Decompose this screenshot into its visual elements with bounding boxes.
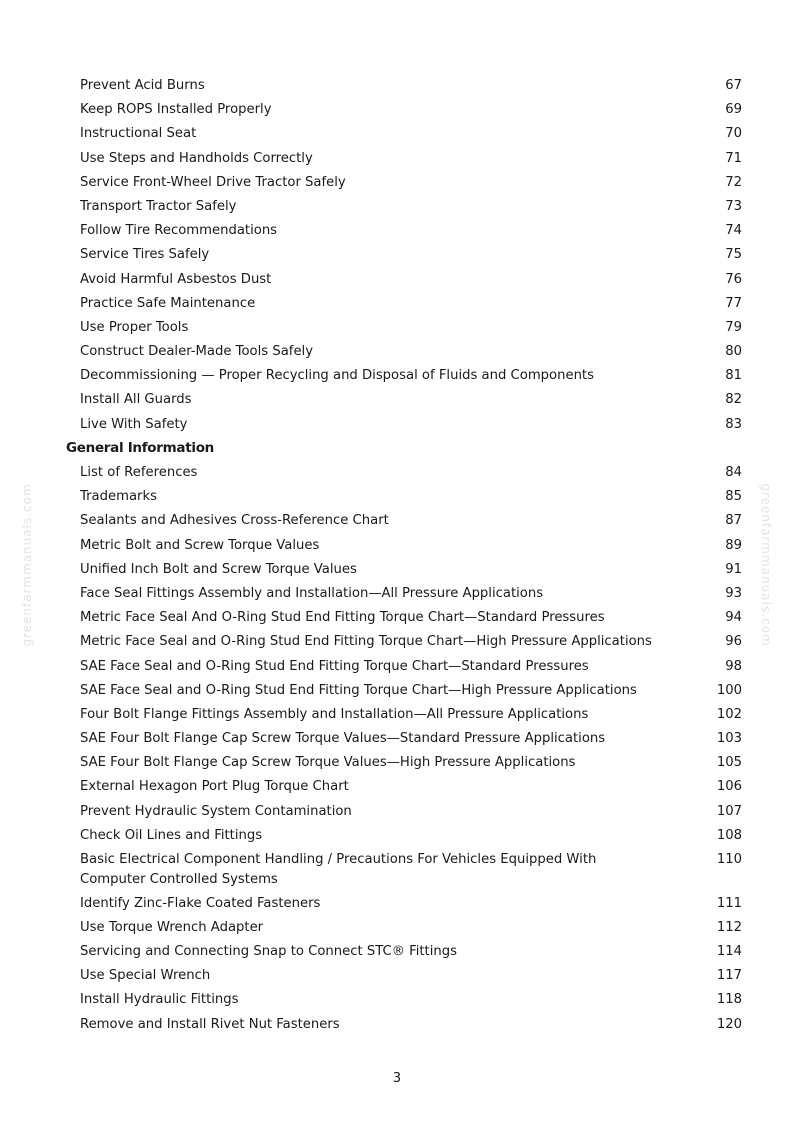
- toc-entry[interactable]: [66, 802, 742, 822]
- toc-entry-title: Check Oil Lines and Fittings: [80, 827, 263, 843]
- toc-entry-page-number: 81: [725, 368, 742, 384]
- toc-entry[interactable]: [66, 850, 742, 889]
- toc-entry-title: Use Torque Wrench Adapter: [80, 919, 264, 935]
- toc-entry-title: Remove and Install Rivet Nut Fasteners: [80, 1016, 340, 1032]
- toc-entry-title: Construct Dealer-Made Tools Safely: [80, 344, 314, 360]
- toc-entry-title: Trademarks: [80, 489, 157, 505]
- toc-entry-page-number: 84: [725, 465, 742, 480]
- toc-entry-title: Service Tires Safely: [80, 247, 210, 263]
- table-of-contents: [66, 76, 742, 1039]
- toc-entry-title: Install All Guards: [80, 392, 192, 408]
- toc-entry-page-number: 94: [725, 610, 742, 626]
- toc-entry[interactable]: [66, 318, 742, 338]
- toc-entry[interactable]: [66, 705, 742, 725]
- toc-entry[interactable]: [66, 149, 742, 169]
- toc-entry-title: List of References: [80, 465, 198, 480]
- toc-entry[interactable]: [66, 942, 742, 962]
- toc-entry-page-number: 72: [725, 174, 742, 190]
- toc-entry-page-number: 80: [725, 344, 742, 360]
- toc-entry-title: Live With Safety: [80, 416, 188, 432]
- toc-entry[interactable]: [66, 657, 742, 677]
- toc-entry-title: Practice Safe Maintenance: [80, 295, 256, 311]
- toc-entry[interactable]: [66, 826, 742, 846]
- toc-entry-title: Unified Inch Bolt and Screw Torque Values: [80, 561, 357, 577]
- toc-entry-page-number: 100: [716, 682, 742, 698]
- toc-entry-page-number: 69: [725, 102, 742, 118]
- toc-entry-title: Sealants and Adhesives Cross-Reference Chart: [80, 513, 389, 529]
- toc-entry-title: Metric Face Seal and O-Ring Stud End Fitting Torque Chart—High Pressure Applications: [80, 634, 652, 650]
- toc-entry[interactable]: [66, 584, 742, 604]
- toc-entry-title: Decommissioning — Proper Recycling and Disposal of Fluids and Components: [80, 368, 594, 384]
- toc-entry-page-number: 118: [716, 992, 742, 1008]
- toc-entry-title: Install Hydraulic Fittings: [80, 992, 239, 1008]
- toc-entry[interactable]: [66, 366, 742, 386]
- toc-entry-title: Prevent Acid Burns: [80, 78, 205, 93]
- toc-entry[interactable]: [66, 729, 742, 749]
- toc-entry-title: Use Special Wrench: [80, 968, 211, 984]
- page-number: 3: [392, 1071, 402, 1086]
- toc-entry-title: Identify Zinc-Flake Coated Fasteners: [80, 895, 321, 911]
- toc-entry[interactable]: [66, 173, 742, 193]
- toc-entry[interactable]: [66, 415, 742, 435]
- toc-entry[interactable]: [66, 1015, 742, 1035]
- toc-entry[interactable]: [66, 966, 742, 986]
- toc-entry-page-number: 111: [716, 895, 742, 911]
- toc-entry-title: External Hexagon Port Plug Torque Chart: [80, 779, 349, 795]
- toc-entry-page-number: 89: [725, 537, 742, 553]
- toc-section-heading: [66, 439, 742, 459]
- toc-entry-title: Basic Electrical Component Handling / Precautions For Vehicles Equipped With Computer Controlled Systems: [80, 852, 597, 887]
- toc-entry-title: Face Seal Fittings Assembly and Installation—All Pressure Applications: [80, 585, 544, 601]
- toc-entry-page-number: 96: [725, 634, 742, 650]
- toc-entry-page-number: 91: [725, 561, 742, 577]
- toc-entry[interactable]: [66, 342, 742, 362]
- toc-entry[interactable]: [66, 463, 742, 483]
- toc-entry-page-number: 70: [725, 126, 742, 142]
- toc-entry[interactable]: [66, 390, 742, 410]
- toc-entry-page-number: 74: [725, 223, 742, 239]
- toc-entry[interactable]: [66, 487, 742, 507]
- toc-entry-title: Follow Tire Recommendations: [80, 223, 278, 239]
- toc-entry-page-number: 98: [725, 658, 742, 674]
- section-heading-title: General Information: [66, 439, 214, 456]
- toc-entry-page-number: 77: [725, 295, 742, 311]
- toc-entry-page-number: 87: [725, 513, 742, 529]
- toc-entry-title: Keep ROPS Installed Properly: [80, 102, 272, 118]
- toc-entry-page-number: 107: [716, 803, 742, 819]
- toc-entry-page-number: 108: [716, 827, 742, 843]
- toc-entry[interactable]: [66, 560, 742, 580]
- toc-entry-page-number: 103: [716, 731, 742, 747]
- toc-entry-title: Use Steps and Handholds Correctly: [80, 150, 313, 166]
- toc-entry-page-number: 93: [725, 585, 742, 601]
- toc-entry-page-number: 71: [725, 150, 742, 166]
- toc-entry[interactable]: [66, 608, 742, 628]
- toc-entry-page-number: 67: [725, 78, 742, 93]
- toc-entry[interactable]: [66, 536, 742, 556]
- toc-entry-title: SAE Face Seal and O-Ring Stud End Fitting Torque Chart—High Pressure Applications: [80, 682, 637, 698]
- toc-entry-title: SAE Four Bolt Flange Cap Screw Torque Values—Standard Pressure Applications: [80, 731, 606, 747]
- toc-entry-page-number: 79: [725, 319, 742, 335]
- toc-entry[interactable]: [66, 632, 742, 652]
- toc-entry-page-number: 85: [725, 489, 742, 505]
- toc-entry-page-number: 112: [716, 919, 742, 935]
- toc-entry-title: Prevent Hydraulic System Contamination: [80, 803, 352, 819]
- toc-entry-page-number: 102: [716, 706, 742, 722]
- toc-entry-title: SAE Four Bolt Flange Cap Screw Torque Values—High Pressure Applications: [80, 755, 576, 771]
- toc-entry-page-number: 110: [716, 852, 742, 867]
- toc-entry[interactable]: [66, 270, 742, 290]
- toc-entry-title: Metric Bolt and Screw Torque Values: [80, 537, 320, 553]
- toc-entry-page-number: 120: [716, 1016, 742, 1032]
- toc-entry[interactable]: [66, 100, 742, 120]
- toc-entry[interactable]: [66, 221, 742, 241]
- toc-entry-page-number: 75: [725, 247, 742, 263]
- toc-entry[interactable]: [66, 245, 742, 265]
- toc-entry-page-number: 106: [716, 779, 742, 795]
- toc-entry[interactable]: [66, 990, 742, 1010]
- toc-entry[interactable]: [66, 753, 742, 773]
- toc-entry[interactable]: [66, 681, 742, 701]
- toc-entry-page-number: 82: [725, 392, 742, 408]
- watermark-left: greenfarmmanuals.com: [20, 483, 34, 647]
- toc-entry[interactable]: [66, 294, 742, 314]
- toc-entry-title: Servicing and Connecting Snap to Connect STC® Fittings: [80, 944, 457, 960]
- toc-entry-page-number: 83: [725, 416, 742, 432]
- toc-entry-title: Instructional Seat: [80, 126, 197, 142]
- watermark-right: greenfarmmanuals.com: [759, 483, 773, 647]
- toc-entry[interactable]: [66, 124, 742, 144]
- toc-entry[interactable]: [66, 76, 742, 96]
- toc-entry-page-number: 105: [716, 755, 742, 771]
- toc-entry-title: Avoid Harmful Asbestos Dust: [80, 271, 272, 287]
- toc-entry[interactable]: [66, 777, 742, 797]
- toc-entry-title: Use Proper Tools: [80, 319, 189, 335]
- toc-entry-title: Four Bolt Flange Fittings Assembly and Installation—All Pressure Applications: [80, 706, 589, 722]
- toc-entry[interactable]: [66, 918, 742, 938]
- toc-entry-page-number: 117: [716, 968, 742, 984]
- toc-entry-page-number: 114: [716, 944, 742, 960]
- toc-entry[interactable]: [66, 894, 742, 914]
- toc-entry-title: Service Front-Wheel Drive Tractor Safely: [80, 174, 346, 190]
- toc-entry[interactable]: [66, 197, 742, 217]
- toc-entry-title: Metric Face Seal And O-Ring Stud End Fitting Torque Chart—Standard Pressures: [80, 610, 605, 626]
- toc-entry-page-number: 76: [725, 271, 742, 287]
- toc-entry-title: SAE Face Seal and O-Ring Stud End Fitting Torque Chart—Standard Pressures: [80, 658, 589, 674]
- toc-entry-page-number: 73: [725, 198, 742, 214]
- toc-entry-title: Transport Tractor Safely: [80, 198, 237, 214]
- toc-entry[interactable]: [66, 511, 742, 531]
